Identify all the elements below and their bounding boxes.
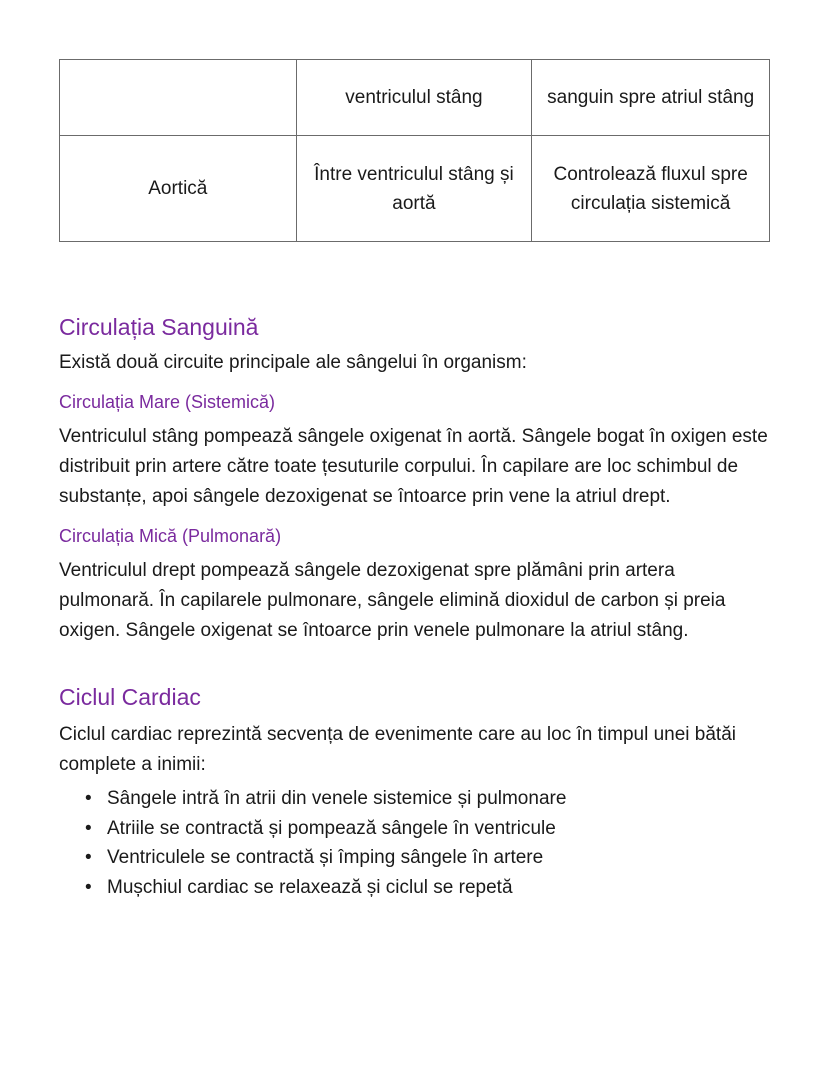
table-cell: ventriculul stâng — [296, 60, 532, 136]
cardiac-cycle-list — [59, 784, 771, 902]
table-row — [60, 60, 770, 136]
bullet-icon: • — [85, 847, 92, 868]
list-item — [85, 784, 771, 814]
table-cell — [60, 60, 297, 136]
section-heading-circulatie: Circulația Sanguină — [59, 314, 259, 340]
valves-table — [59, 59, 770, 242]
bullet-icon: • — [85, 876, 92, 898]
paragraph-circulatie-mica: Ventriculul drept pompează sângele dezoxigenat spre plămâni prin artera pulmonară. În capilarele pulmonare, sângele elimină dioxidul de carbon și preia oxigen. Sângele oxigenat se întoarce prin venele pulmonare la atriul stâng. — [59, 560, 726, 641]
list-item-text: Sângele intră în atrii din venele sistemice și pulmonare — [107, 788, 567, 809]
paragraph-circulatie-mare: Ventriculul stâng pompează sângele oxigenat în aortă. Sângele bogat în oxigen este distribuit prin artere către toate țesuturile corpului. În capilare are loc schimbul de substanțe, apoi sângele dezoxigenat se întoarce prin vene la atriul drept. — [59, 426, 768, 507]
list-item — [85, 873, 771, 903]
table-row — [60, 136, 770, 242]
list-item-text: Ventriculele se contractă și împing sângele în artere — [107, 847, 544, 868]
list-item — [85, 814, 771, 844]
table-cell: Între ventriculul stâng și aortă — [296, 136, 532, 242]
bullet-icon: • — [85, 788, 92, 809]
table-cell: Controlează fluxul spre circulația sistemică — [532, 136, 770, 242]
list-item-text: Atriile se contractă și pompează sângele în ventricule — [107, 817, 556, 839]
section-heading-ciclu: Ciclul Cardiac — [59, 684, 201, 710]
bullet-icon: • — [85, 817, 92, 839]
list-item-text: Mușchiul cardiac se relaxează și ciclul se repetă — [107, 876, 513, 898]
section-intro-ciclu: Ciclul cardiac reprezintă secvența de evenimente care au loc în timpul unei bătăi complete a inimii: — [59, 724, 736, 775]
table-cell: sanguin spre atriul stâng — [532, 60, 770, 136]
list-item — [85, 843, 771, 873]
table-cell: Aortică — [60, 136, 297, 242]
subheading-circulatie-mica: Circulația Mică (Pulmonară) — [59, 526, 282, 546]
main-content — [59, 310, 771, 902]
section-intro-circulatie: Există două circuite principale ale sângelui în organism: — [59, 352, 527, 373]
subheading-circulatie-mare: Circulația Mare (Sistemică) — [59, 392, 276, 412]
